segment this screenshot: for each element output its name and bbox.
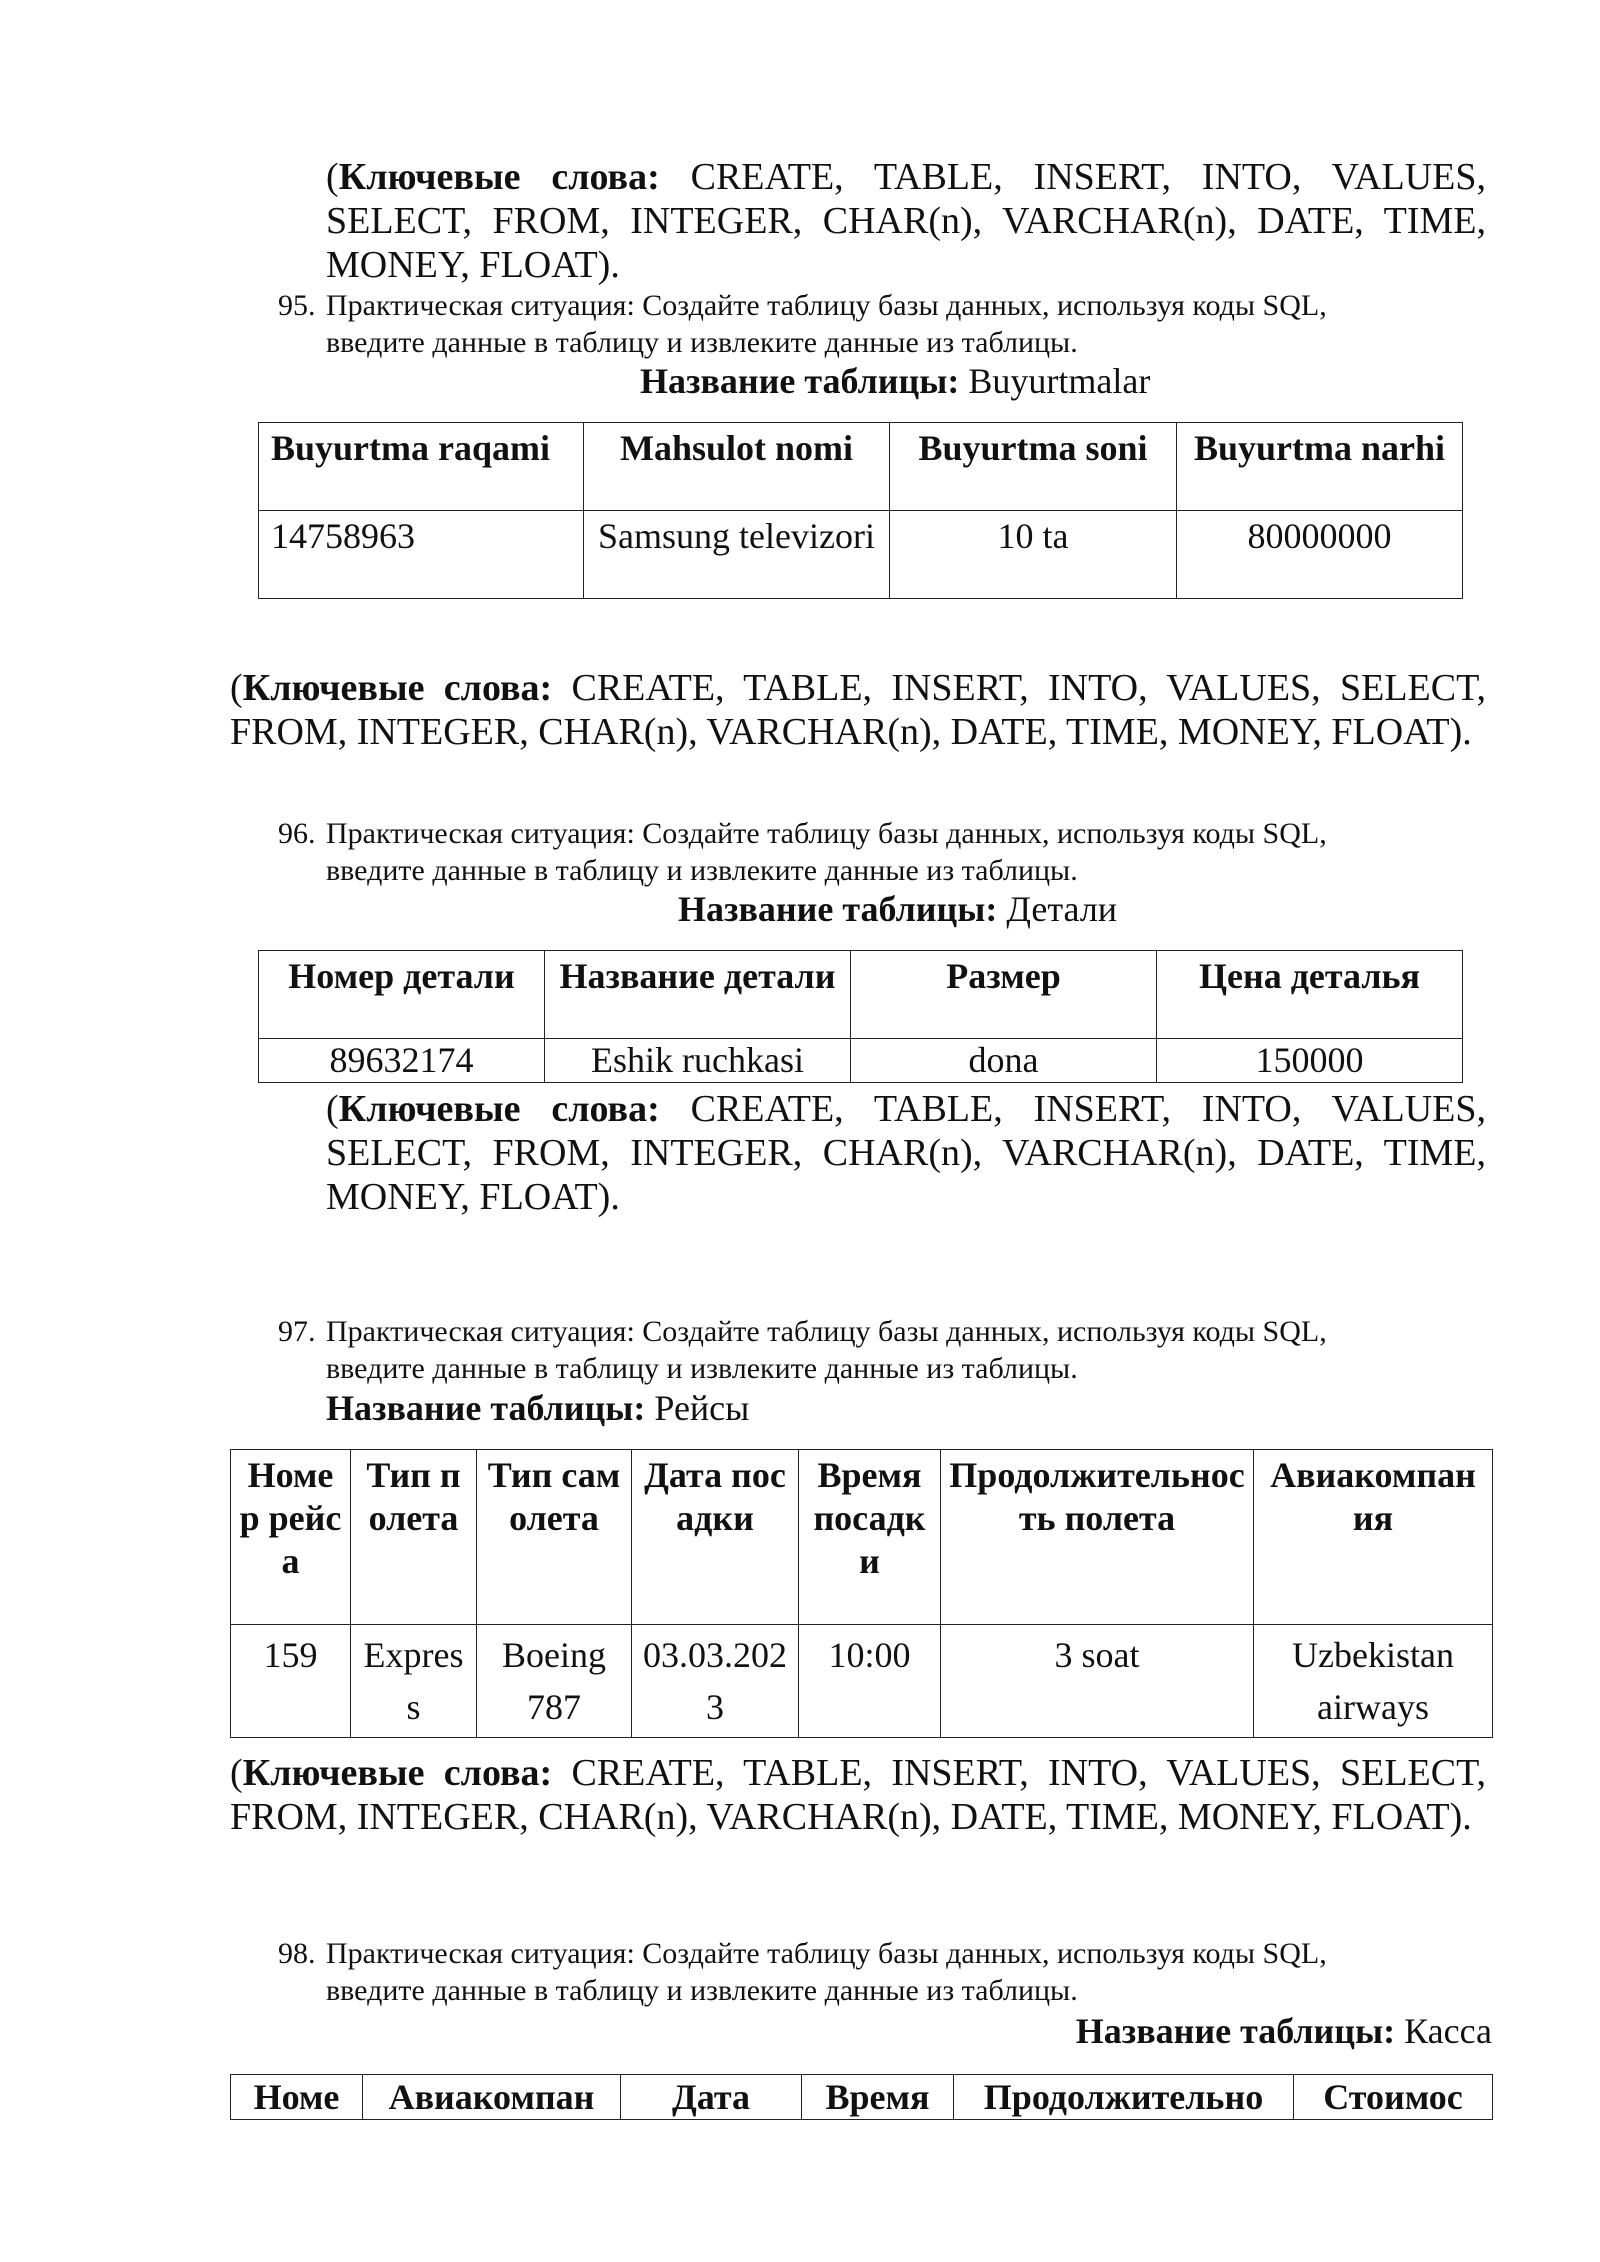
table-name-value: Касса	[1404, 2011, 1492, 2051]
task-item-96	[278, 815, 1438, 891]
table-header-cell: Buyurtma soni	[890, 423, 1177, 511]
table-buyurtmalar	[258, 422, 1463, 599]
table-cell: Uzbekistan airways	[1254, 1625, 1493, 1738]
keywords-note-1: (Ключевые слова: CREATE, TABLE, INSERT, INTO, VALUES, SELECT, FROM, INTEGER, CHAR(n), VARCHAR(n), DATE, TIME, MONEY, FLOAT).	[326, 156, 1487, 286]
keywords-note-4: (Ключевые слова: CREATE, TABLE, INSERT, INTO, VALUES, SELECT, FROM, INTEGER, CHAR(n), VARCHAR(n), DATE, TIME, MONEY, FLOAT).	[230, 1752, 1486, 1838]
keywords-list: CREATE, TABLE, INSERT, INTO, VALUES, SELECT, FROM, INTEGER, CHAR(n), VARCHAR(n), DATE, TIME, MONEY, FLOAT).	[230, 1752, 1486, 1838]
table-kassa	[230, 2074, 1493, 2120]
table-name-value: Buyurtmalar	[968, 361, 1151, 401]
task-text: Практическая ситуация: Создайте таблицу базы данных, используя коды SQL, введите данные в таблицу и извлеките данные из таблицы.	[326, 1937, 1327, 2007]
table-header-cell: Номе	[231, 2075, 363, 2120]
table-name-98	[1076, 2010, 1492, 2052]
keywords-list: CREATE, TABLE, INSERT, INTO, VALUES, SELECT, FROM, INTEGER, CHAR(n), VARCHAR(n), DATE, TIME, MONEY, FLOAT).	[326, 156, 1487, 286]
keywords-label: Ключевые слова:	[338, 156, 660, 198]
table-cell: 14758963	[259, 511, 584, 599]
table-cell: 159	[231, 1625, 351, 1738]
keywords-list: CREATE, TABLE, INSERT, INTO, VALUES, SELECT, FROM, INTEGER, CHAR(n), VARCHAR(n), DATE, TIME, MONEY, FLOAT).	[230, 667, 1486, 753]
table-cell: 3 soat	[941, 1625, 1254, 1738]
task-number: 98.	[278, 1937, 316, 1970]
table-header-cell: Дата	[621, 2075, 802, 2120]
table-header-cell: Продолжительно	[954, 2075, 1294, 2120]
table-header-cell: Номер детали	[259, 951, 545, 1039]
task-item-97	[278, 1313, 1438, 1389]
table-header-cell: Тип полета	[351, 1450, 477, 1625]
table-cell: 89632174	[259, 1039, 545, 1083]
table-name-value: Детали	[1006, 889, 1118, 929]
table-detali	[258, 950, 1463, 1083]
keywords-note-2: (Ключевые слова: CREATE, TABLE, INSERT, INTO, VALUES, SELECT, FROM, INTEGER, CHAR(n), VARCHAR(n), DATE, TIME, MONEY, FLOAT).	[230, 667, 1486, 753]
keywords-label: Ключевые слова:	[338, 1088, 660, 1130]
task-number: 96.	[278, 817, 316, 850]
table-cell: 10 ta	[890, 511, 1177, 599]
table-name-96	[678, 888, 1117, 930]
table-header-cell: Время	[802, 2075, 954, 2120]
table-header-cell: Дата посадки	[632, 1450, 799, 1625]
table-header-cell: Продолжительность полета	[941, 1450, 1254, 1625]
keywords-note-3: (Ключевые слова: CREATE, TABLE, INSERT, INTO, VALUES, SELECT, FROM, INTEGER, CHAR(n), VARCHAR(n), DATE, TIME, MONEY, FLOAT).	[326, 1088, 1487, 1218]
table-header-cell: Buyurtma narhi	[1177, 423, 1463, 511]
task-number: 97.	[278, 1315, 316, 1348]
table-header-cell: Время посадки	[799, 1450, 941, 1625]
task-item-98	[278, 1935, 1438, 2011]
table-header-cell: Номер рейса	[231, 1450, 351, 1625]
table-header-cell: Размер	[851, 951, 1157, 1039]
table-cell: Eshik ruchkasi	[545, 1039, 851, 1083]
table-header-cell: Название детали	[545, 951, 851, 1039]
table-name-label: Название таблицы:	[678, 889, 998, 929]
table-cell: 10:00	[799, 1625, 941, 1738]
table-cell: Samsung televizori	[584, 511, 890, 599]
table-header-cell: Авиакомпания	[1254, 1450, 1493, 1625]
table-cell: 150000	[1157, 1039, 1463, 1083]
task-text: Практическая ситуация: Создайте таблицу базы данных, используя коды SQL, введите данные в таблицу и извлеките данные из таблицы.	[326, 289, 1327, 359]
table-header-cell: Тип самолета	[477, 1450, 632, 1625]
task-text: Практическая ситуация: Создайте таблицу базы данных, используя коды SQL, введите данные в таблицу и извлеките данные из таблицы.	[326, 817, 1327, 887]
table-header-cell: Mahsulot nomi	[584, 423, 890, 511]
keywords-label: Ключевые слова:	[242, 667, 553, 709]
table-cell: Boeing 787	[477, 1625, 632, 1738]
task-number: 95.	[278, 289, 316, 322]
table-name-label: Название таблицы:	[1075, 2011, 1396, 2051]
table-name-95	[640, 360, 1150, 402]
table-name-label: Название таблицы:	[326, 1388, 646, 1428]
table-name-97	[326, 1387, 749, 1429]
keywords-list: CREATE, TABLE, INSERT, INTO, VALUES, SELECT, FROM, INTEGER, CHAR(n), VARCHAR(n), DATE, TIME, MONEY, FLOAT).	[326, 1088, 1487, 1218]
table-cell: 03.03.2023	[632, 1625, 799, 1738]
table-header-cell: Стоимос	[1294, 2075, 1493, 2120]
task-item-95	[278, 287, 1438, 363]
keywords-label: Ключевые слова:	[242, 1752, 553, 1794]
table-cell: 80000000	[1177, 511, 1463, 599]
table-cell: Express	[351, 1625, 477, 1738]
table-header-cell: Цена деталья	[1157, 951, 1463, 1039]
task-text: Практическая ситуация: Создайте таблицу базы данных, используя коды SQL, введите данные в таблицу и извлеките данные из таблицы.	[326, 1315, 1327, 1385]
table-cell: dona	[851, 1039, 1157, 1083]
table-reysy	[230, 1449, 1493, 1738]
table-name-label: Название таблицы:	[640, 361, 960, 401]
table-header-cell: Авиакомпан	[363, 2075, 621, 2120]
table-header-cell: Buyurtma raqami	[259, 423, 584, 511]
table-name-value: Рейсы	[654, 1388, 750, 1428]
